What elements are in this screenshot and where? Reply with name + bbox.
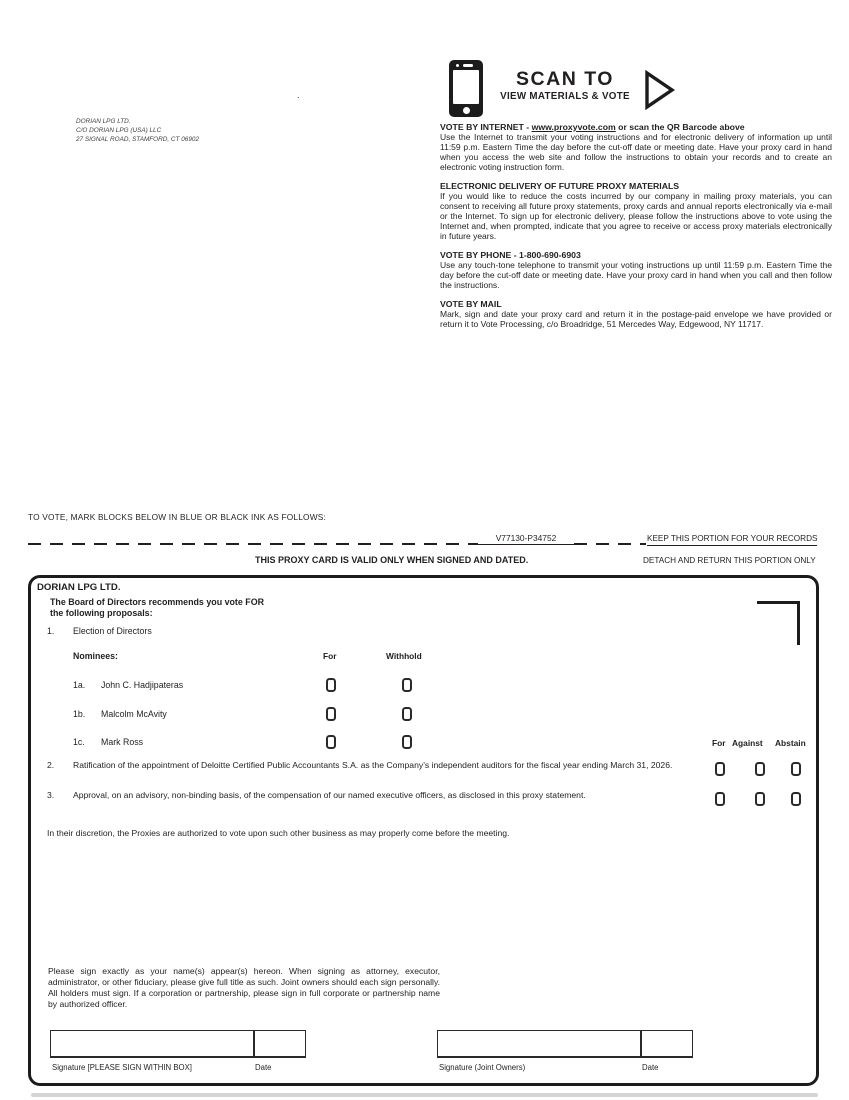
checkbox-1c-for[interactable] (326, 735, 336, 749)
phone-speaker-bar (463, 64, 473, 67)
signature-box-joint[interactable] (437, 1030, 693, 1058)
checkbox-3-against[interactable] (755, 792, 765, 806)
triangle-right-outline-icon (644, 70, 676, 110)
checkbox-3-abstain[interactable] (791, 792, 801, 806)
signature-label-primary: Signature [PLEASE SIGN WITHIN BOX] (52, 1063, 192, 1072)
column-header-for: For (323, 651, 337, 661)
proposal3-number: 3. (47, 790, 55, 800)
keep-portion-note: KEEP THIS PORTION FOR YOUR RECORDS (647, 534, 817, 546)
nominee-name: John C. Hadjipateras (101, 680, 184, 690)
column-header-withhold: Withhold (386, 651, 422, 661)
nominees-label: Nominees: (73, 651, 118, 661)
nominee-name: Mark Ross (101, 737, 144, 747)
nominee-id: 1b. (73, 709, 86, 719)
nominee-id: 1a. (73, 680, 86, 690)
return-address-line: C/O DORIAN LPG (USA) LLC (76, 127, 162, 134)
perforation-dashes-left (28, 543, 478, 545)
electronic-delivery-body: If you would like to reduce the costs incurred by our company in mailing proxy materials, you can consent to receiving all future proxy statements, proxy cards and annual reports electronically via e-mail or the Internet. To sign up for electronic delivery, please follow the instructions above to vote using the Internet and, when prompted, indicate that you agree to receive or access proxy materials electronically in future years. (440, 191, 832, 241)
column-header-for: For (712, 738, 726, 748)
signature-box-primary[interactable] (50, 1030, 306, 1058)
proposal2-number: 2. (47, 760, 55, 770)
return-address (76, 117, 199, 144)
scan-banner-title: SCAN TO (516, 68, 614, 90)
proxyvote-link[interactable]: www.proxyvote.com (531, 122, 616, 132)
discretion-note: In their discretion, the Proxies are authorized to vote upon such other business as may properly come before the meeting. (47, 828, 510, 838)
vote-by-internet-prefix: VOTE BY INTERNET - (440, 122, 532, 132)
phone-home-button (463, 107, 470, 114)
scan-banner (492, 69, 638, 102)
date-label-joint: Date (642, 1063, 659, 1072)
stray-dot: . (297, 90, 300, 100)
proposal2-text: Ratification of the appointment of Deloitte Certified Public Accountants S.A. as the Company’s independent auditors for the fiscal year ending March 31, 2026. (73, 760, 673, 770)
registration-corner-mark (797, 601, 800, 645)
smartphone-icon (449, 60, 483, 117)
phone-screen (453, 70, 479, 104)
checkbox-2-for[interactable] (715, 762, 725, 776)
vote-by-internet-suffix: or scan the QR Barcode above (615, 122, 745, 132)
mark-instruction: TO VOTE, MARK BLOCKS BELOW IN BLUE OR BLACK INK AS FOLLOWS: (28, 512, 326, 522)
return-address-line: DORIAN LPG LTD. (76, 118, 131, 125)
company-name: DORIAN LPG LTD. (37, 582, 121, 593)
column-header-against: Against (732, 738, 763, 748)
voting-instructions (440, 122, 832, 338)
checkbox-2-against[interactable] (755, 762, 765, 776)
return-address-line: 27 SIGNAL ROAD, STAMFORD, CT 06902 (76, 136, 199, 143)
vote-by-mail-heading: VOTE BY MAIL (440, 299, 502, 309)
proposal1-title: Election of Directors (73, 626, 152, 636)
checkbox-2-abstain[interactable] (791, 762, 801, 776)
signature-date-divider (253, 1031, 255, 1056)
proxy-card (28, 575, 819, 1086)
vote-by-phone-heading: VOTE BY PHONE - 1-800-690-6903 (440, 250, 581, 260)
nominee-id: 1c. (73, 737, 85, 747)
checkbox-1b-for[interactable] (326, 707, 336, 721)
electronic-delivery-heading: ELECTRONIC DELIVERY OF FUTURE PROXY MATERIALS (440, 181, 680, 191)
signature-date-divider (640, 1031, 642, 1056)
checkbox-1a-withhold[interactable] (402, 678, 412, 692)
nominee-name: Malcolm McAvity (101, 709, 167, 719)
column-header-abstain: Abstain (775, 738, 806, 748)
scan-banner-subtitle: VIEW MATERIALS & VOTE (500, 91, 630, 102)
next-portion-edge (31, 1093, 818, 1097)
board-recommendation-line1: The Board of Directors recommends you vote FOR (50, 597, 265, 607)
phone-camera-dot (456, 64, 459, 67)
vote-by-internet-heading (440, 122, 832, 132)
date-label-primary: Date (255, 1063, 272, 1072)
control-number: V77130-P34752 (478, 533, 574, 545)
valid-when-signed-notice: THIS PROXY CARD IS VALID ONLY WHEN SIGNED AND DATED. (255, 555, 529, 565)
vote-by-phone-body: Use any touch-tone telephone to transmit your voting instructions up until 11:59 p.m. Eastern Time the day before the cut-off date or meeting date. Have your proxy card in hand when you call and then follow the instructions. (440, 260, 832, 290)
detach-portion-note: DETACH AND RETURN THIS PORTION ONLY (643, 556, 816, 565)
checkbox-1c-withhold[interactable] (402, 735, 412, 749)
proposal1-number: 1. (47, 626, 55, 636)
proposal3-text: Approval, on an advisory, non-binding basis, of the compensation of our named executive officers, as disclosed in this proxy statement. (73, 790, 586, 800)
checkbox-1a-for[interactable] (326, 678, 336, 692)
checkbox-3-for[interactable] (715, 792, 725, 806)
signature-label-joint: Signature (Joint Owners) (439, 1063, 526, 1072)
registration-corner-mark (757, 601, 800, 604)
vote-by-mail-body: Mark, sign and date your proxy card and return it in the postage-paid envelope we have provided or return it to Vote Processing, c/o Broadridge, 51 Mercedes Way, Edgewood, NY 11717. (440, 309, 832, 329)
signature-instructions: Please sign exactly as your name(s) appear(s) hereon. When signing as attorney, executor, administrator, or other fiduciary, please give full title as such. Joint owners should each sign personally. All holders must sign. If a corporation or partnership, please sign in full corporate or partnership name by authorized officer. (48, 966, 440, 1009)
checkbox-1b-withhold[interactable] (402, 707, 412, 721)
vote-by-internet-body: Use the Internet to transmit your voting instructions and for electronic delivery of information up until 11:59 p.m. Eastern Time the day before the cut-off date or meeting date. Have your proxy card in hand when you access the web site and follow the instructions to obtain your records and to create an electronic voting instruction form. (440, 132, 832, 172)
board-recommendation-line2: the following proposals: (50, 608, 153, 618)
perforation-dashes-mid (574, 543, 646, 545)
